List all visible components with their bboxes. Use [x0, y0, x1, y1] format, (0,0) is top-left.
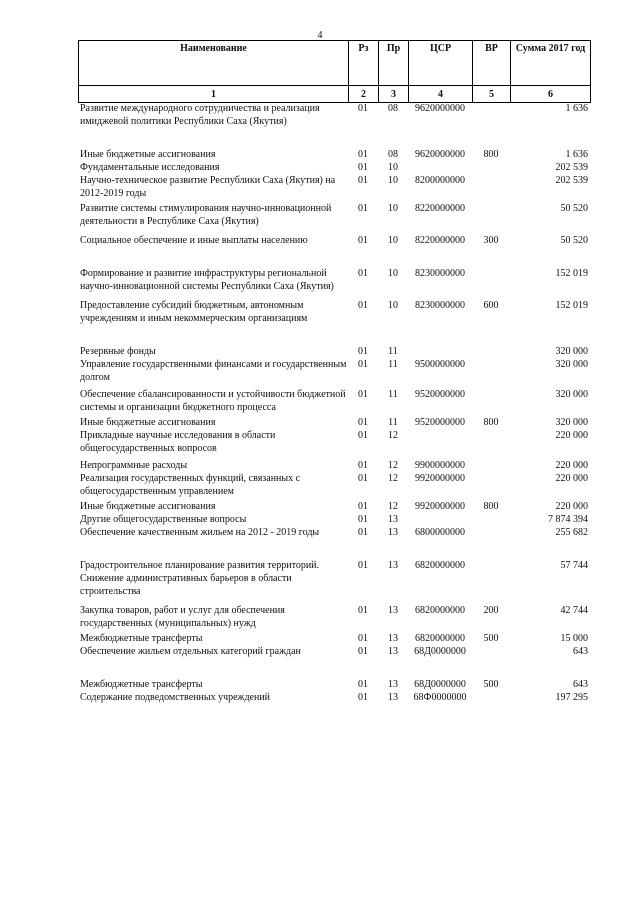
row-sum: 197 295	[555, 692, 588, 703]
row-csr: 68Ф0000000	[413, 692, 467, 703]
row-name: Резервные фонды	[80, 346, 156, 357]
row-sum: 15 000	[560, 633, 588, 644]
table-row	[78, 161, 590, 174]
row-pr: 10	[388, 268, 398, 279]
table-row	[78, 500, 590, 513]
row-vr	[472, 559, 510, 598]
header-name: Наименование	[79, 41, 349, 86]
table-row	[78, 604, 590, 630]
row-csr: 68Д0000000	[414, 679, 466, 690]
row-vr	[472, 645, 510, 658]
row-pr: 13	[388, 527, 398, 538]
row-csr: 9900000000	[415, 460, 465, 471]
row-pr: 12	[388, 501, 398, 512]
row-sum: 42 744	[560, 605, 588, 616]
row-name: Иные бюджетные ассигнования	[80, 501, 216, 512]
table-row	[78, 416, 590, 429]
row-vr: 800	[483, 149, 499, 160]
row-csr: 8230000000	[415, 268, 465, 279]
row-csr: 6820000000	[415, 633, 465, 644]
row-csr: 6820000000	[415, 560, 465, 571]
header-num-1: 1	[79, 86, 349, 103]
row-vr	[472, 459, 510, 472]
row-sum: 320 000	[555, 346, 588, 357]
row-rz: 01	[358, 149, 368, 160]
row-csr: 9500000000	[415, 359, 465, 370]
row-rz: 01	[358, 527, 368, 538]
row-name: Прикладные научные исследования в области общегосударственных вопросов	[80, 430, 276, 454]
row-csr	[408, 345, 472, 358]
row-pr: 12	[388, 473, 398, 484]
row-pr: 10	[388, 203, 398, 214]
row-csr	[408, 161, 472, 174]
row-sum: 320 000	[555, 389, 588, 400]
row-name: Формирование и развитие инфраструктуры региональной научно-инновационной системы Республики Саха (Якутия)	[80, 268, 334, 292]
table-row	[78, 678, 590, 691]
row-name: Закупка товаров, работ и услуг для обеспечения государственных (муниципальных) нужд	[80, 605, 285, 629]
row-rz: 01	[358, 175, 368, 186]
row-pr: 13	[388, 679, 398, 690]
row-vr: 500	[483, 633, 499, 644]
row-rz: 01	[358, 346, 368, 357]
row-sum: 202 539	[555, 175, 588, 186]
row-pr: 13	[388, 692, 398, 703]
row-pr: 11	[388, 346, 398, 357]
row-vr: 500	[483, 679, 499, 690]
table-row	[78, 459, 590, 472]
row-pr: 13	[388, 514, 398, 525]
row-vr: 200	[483, 605, 499, 616]
row-sum: 202 539	[555, 162, 588, 173]
row-rz: 01	[358, 359, 368, 370]
row-pr: 12	[388, 430, 398, 441]
row-rz: 01	[358, 646, 368, 657]
header-num-6: 6	[511, 86, 591, 103]
row-sum: 152 019	[555, 268, 588, 279]
row-vr	[472, 691, 510, 704]
table-header	[78, 40, 591, 103]
row-name: Иные бюджетные ассигнования	[80, 417, 216, 428]
row-name: Непрограммные расходы	[80, 460, 188, 471]
row-rz: 01	[358, 514, 368, 525]
row-vr	[472, 102, 510, 128]
header-rz: Рз	[349, 41, 379, 86]
row-pr: 08	[388, 103, 398, 114]
row-vr	[472, 358, 510, 384]
table-body	[78, 102, 590, 703]
row-name: Социальное обеспечение и иные выплаты населению	[80, 235, 308, 246]
row-csr: 6800000000	[415, 527, 465, 538]
row-pr: 08	[388, 149, 398, 160]
row-pr: 10	[388, 300, 398, 311]
page-number: 4	[317, 30, 323, 41]
table-row	[78, 174, 590, 200]
row-csr: 9620000000	[415, 103, 465, 114]
row-sum: 1 636	[565, 103, 588, 114]
row-name: Предоставление субсидий бюджетным, автономным учреждениям и иным некоммерческим организациям	[80, 300, 308, 324]
row-csr: 8220000000	[415, 203, 465, 214]
row-sum: 1 636	[565, 149, 588, 160]
row-pr: 11	[388, 359, 398, 370]
table-row	[78, 526, 590, 539]
row-sum: 220 000	[555, 460, 588, 471]
row-sum: 57 744	[560, 560, 588, 571]
table-row	[78, 234, 590, 247]
row-rz: 01	[358, 501, 368, 512]
row-sum: 320 000	[555, 417, 588, 428]
row-csr: 8220000000	[415, 235, 465, 246]
row-csr: 8230000000	[415, 300, 465, 311]
row-rz: 01	[358, 203, 368, 214]
row-csr	[408, 513, 472, 526]
row-rz: 01	[358, 473, 368, 484]
row-sum: 220 000	[555, 430, 588, 441]
row-csr: 9520000000	[415, 389, 465, 400]
table-row	[78, 559, 590, 598]
row-csr: 9520000000	[415, 417, 465, 428]
header-pr: Пр	[379, 41, 409, 86]
row-pr: 13	[388, 560, 398, 571]
row-vr	[472, 513, 510, 526]
row-rz: 01	[358, 692, 368, 703]
row-csr: 9920000000	[415, 473, 465, 484]
row-name: Межбюджетные трансферты	[80, 633, 203, 644]
header-csr: ЦСР	[409, 41, 473, 86]
row-sum: 50 520	[560, 203, 588, 214]
row-name: Управление государственными финансами и государственным долгом	[80, 359, 347, 383]
row-sum: 7 874 394	[548, 514, 588, 525]
row-sum: 50 520	[560, 235, 588, 246]
header-vr: ВР	[473, 41, 511, 86]
row-rz: 01	[358, 162, 368, 173]
row-vr: 800	[483, 417, 499, 428]
row-pr: 11	[388, 389, 398, 400]
row-csr	[408, 429, 472, 455]
row-pr: 13	[388, 646, 398, 657]
row-vr	[472, 388, 510, 414]
row-vr: 600	[483, 300, 499, 311]
row-name: Фундаментальные исследования	[80, 162, 220, 173]
table-row	[78, 345, 590, 358]
row-name: Иные бюджетные ассигнования	[80, 149, 216, 160]
row-csr: 9620000000	[415, 149, 465, 160]
row-pr: 13	[388, 633, 398, 644]
row-vr	[472, 267, 510, 293]
row-csr: 9920000000	[415, 501, 465, 512]
row-pr: 10	[388, 162, 398, 173]
row-rz: 01	[358, 679, 368, 690]
row-name: Обеспечение сбалансированности и устойчивости бюджетной системы и организации бюджетного процесса	[80, 389, 346, 413]
row-pr: 11	[388, 417, 398, 428]
table-row	[78, 267, 590, 293]
row-vr	[472, 429, 510, 455]
table-row	[78, 645, 590, 658]
row-name: Обеспечение качественным жильем на 2012 - 2019 годы	[80, 527, 320, 538]
row-name: Градостроительное планирование развития территорий. Снижение административных барьеров в области строительства	[80, 560, 320, 597]
row-sum: 220 000	[555, 501, 588, 512]
row-sum: 255 682	[555, 527, 588, 538]
table-row	[78, 632, 590, 645]
header-num-3: 3	[379, 86, 409, 103]
row-csr: 6820000000	[415, 605, 465, 616]
row-pr: 12	[388, 460, 398, 471]
table-row	[78, 148, 590, 161]
row-sum: 220 000	[555, 473, 588, 484]
row-rz: 01	[358, 430, 368, 441]
row-name: Реализация государственных функций, связанных с общегосударственным управлением	[80, 473, 301, 497]
row-rz: 01	[358, 268, 368, 279]
row-rz: 01	[358, 300, 368, 311]
row-name: Научно-техническое развитие Республики Саха (Якутия) на 2012-2019 годы	[80, 175, 336, 199]
row-name: Обеспечение жильем отдельных категорий граждан	[80, 646, 301, 657]
header-num-4: 4	[409, 86, 473, 103]
row-vr	[472, 472, 510, 498]
row-vr	[472, 526, 510, 539]
row-name: Другие общегосударственные вопросы	[80, 514, 247, 525]
row-name: Развитие международного сотрудничества и реализация имиджевой политики Республики Саха (Якутия)	[80, 103, 320, 127]
row-rz: 01	[358, 389, 368, 400]
table-row	[78, 299, 590, 325]
row-vr: 800	[483, 501, 499, 512]
row-rz: 01	[358, 235, 368, 246]
row-csr: 68Д0000000	[414, 646, 466, 657]
table-row	[78, 202, 590, 228]
row-vr: 300	[483, 235, 499, 246]
row-rz: 01	[358, 460, 368, 471]
row-name: Развитие системы стимулирования научно-инновационной деятельности в Республике Саха (Якутия)	[80, 203, 332, 227]
row-sum: 643	[573, 646, 588, 657]
row-vr	[472, 345, 510, 358]
row-vr	[472, 174, 510, 200]
row-rz: 01	[358, 103, 368, 114]
table-row	[78, 691, 590, 704]
header-sum: Сумма 2017 год	[511, 41, 591, 86]
row-sum: 643	[573, 679, 588, 690]
row-rz: 01	[358, 605, 368, 616]
table-row	[78, 429, 590, 455]
row-pr: 13	[388, 605, 398, 616]
table-row	[78, 388, 590, 414]
table-row	[78, 472, 590, 498]
header-num-2: 2	[349, 86, 379, 103]
row-vr	[472, 202, 510, 228]
row-sum: 320 000	[555, 359, 588, 370]
row-vr	[472, 161, 510, 174]
table-row	[78, 358, 590, 384]
row-name: Содержание подведомственных учреждений	[80, 692, 271, 703]
row-sum: 152 019	[555, 300, 588, 311]
row-rz: 01	[358, 417, 368, 428]
table-row	[78, 102, 590, 128]
row-name: Межбюджетные трансферты	[80, 679, 203, 690]
row-csr: 8200000000	[415, 175, 465, 186]
row-rz: 01	[358, 560, 368, 571]
row-rz: 01	[358, 633, 368, 644]
row-pr: 10	[388, 235, 398, 246]
row-pr: 10	[388, 175, 398, 186]
header-num-5: 5	[473, 86, 511, 103]
table-row	[78, 513, 590, 526]
